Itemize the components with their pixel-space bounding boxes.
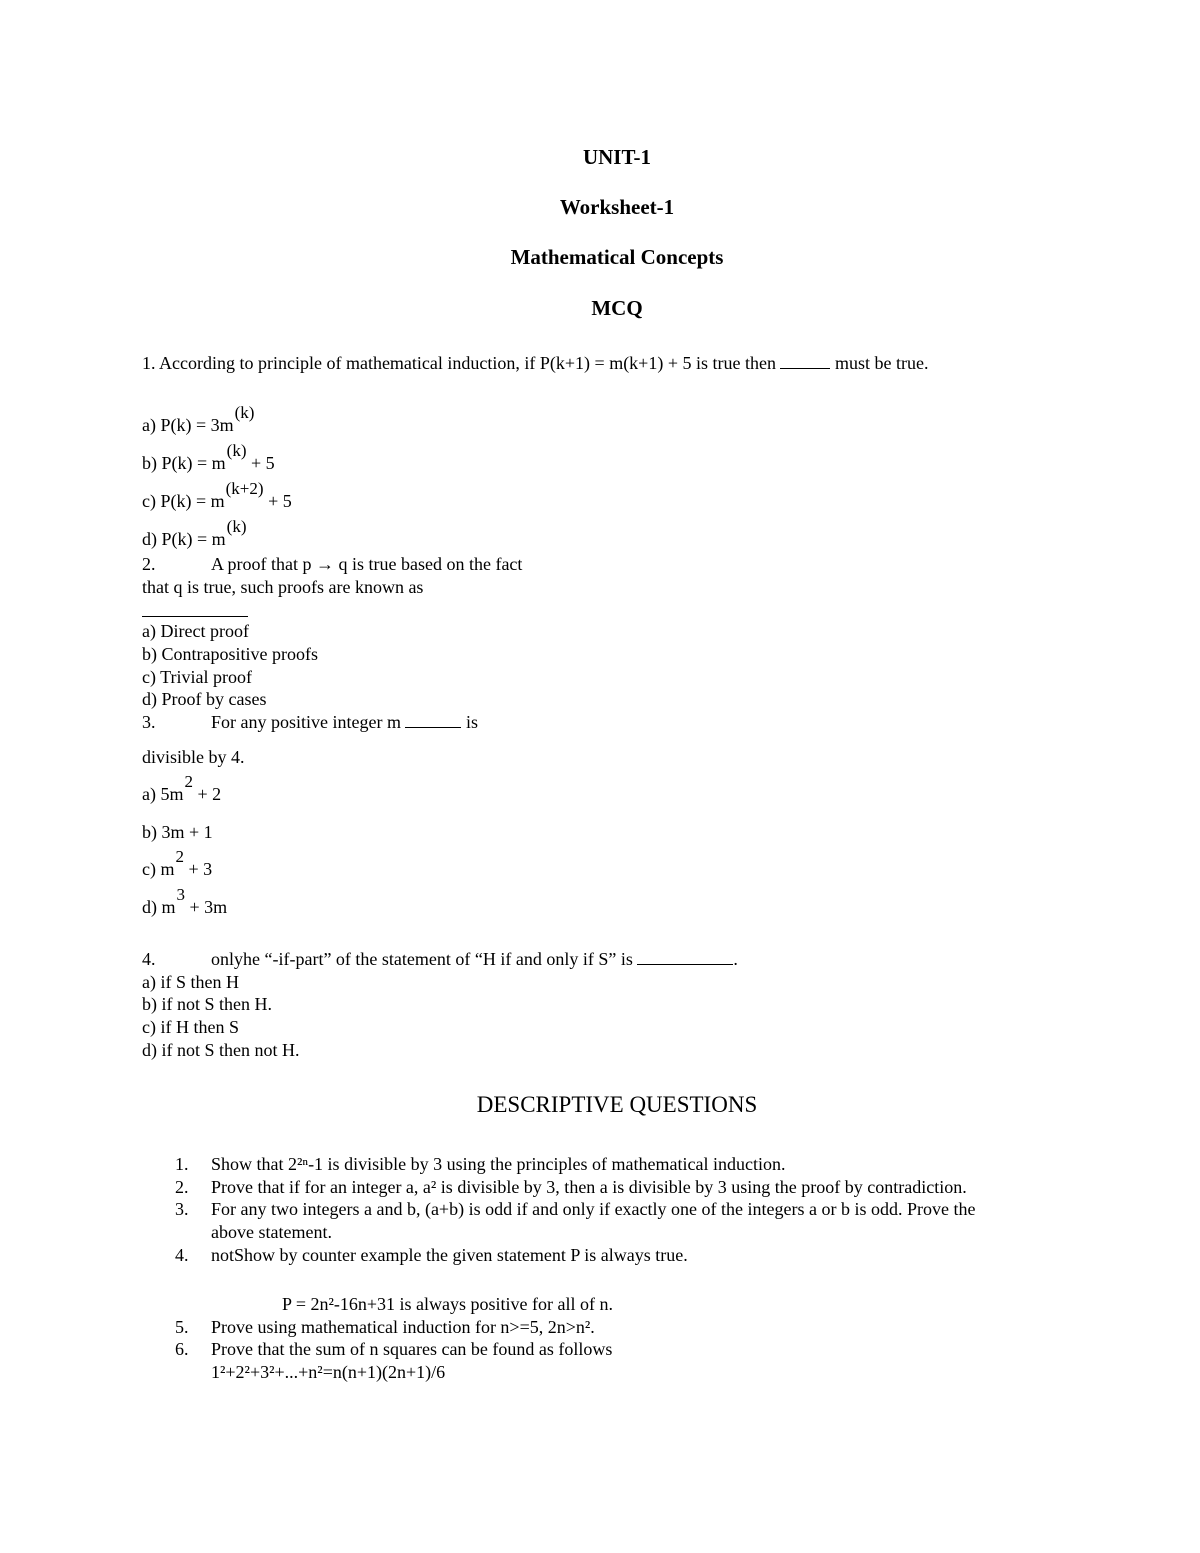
q1-text-before: 1. According to principle of mathematical induction, if P(k+1) = m(k+1) + 5 is true then [142, 353, 776, 373]
desc-3-text-cont: above statement. [211, 1222, 332, 1242]
desc-5-number: 5. [175, 1317, 189, 1337]
q1-text-after: must be true. [834, 353, 929, 373]
q1-b-tail: + 5 [246, 453, 275, 473]
desc-3-number: 3. [175, 1199, 189, 1219]
worksheet-title: Worksheet-1 [559, 195, 675, 219]
desc-6-number: 6. [175, 1339, 189, 1359]
q3-option-a [142, 772, 222, 805]
q3-d-sup: 3 [176, 885, 185, 904]
unit-title: UNIT-1 [582, 145, 652, 169]
subject-title: Mathematical Concepts [510, 245, 724, 269]
desc-5-text: Prove using mathematical induction for n>=5, 2n>n². [211, 1317, 595, 1337]
q3-number: 3. [142, 712, 156, 732]
desc-6-text-cont: 1²+2²+3²+...+n²=n(n+1)(2n+1)/6 [211, 1362, 446, 1382]
q1-b-sup: (k) [226, 441, 247, 460]
q3-option-c [142, 847, 213, 880]
q3-a-sup: 2 [184, 772, 193, 791]
q3-line2: divisible by 4. [142, 747, 245, 767]
q2-line1: A proof that p → q is true based on the fact [211, 554, 523, 574]
q3-option-b [142, 822, 213, 843]
q1-blank [780, 356, 830, 369]
q1-a-base: a) P(k) = 3m [142, 415, 234, 435]
q1-d-base: d) P(k) = m [142, 529, 226, 549]
q3-c-tail: + 3 [183, 859, 213, 879]
desc-2-number: 2. [175, 1177, 189, 1197]
q1-b-base: b) P(k) = m [142, 453, 226, 473]
q2-number: 2. [142, 554, 156, 574]
q1-option-d [142, 517, 247, 550]
q1-option-a [142, 403, 255, 436]
q3-d-tail: + 3m [185, 897, 228, 917]
q1-option-c [142, 479, 292, 512]
q3-line1-before: For any positive integer m [211, 712, 401, 732]
q3-blank [405, 715, 461, 728]
desc-formula: P = 2n²-16n+31 is always positive for all of n. [282, 1294, 613, 1314]
desc-3-text: For any two integers a and b, (a+b) is odd if and only if exactly one of the integers a or b is odd. Prove the [211, 1199, 976, 1219]
q4-option-d: d) if not S then not H. [142, 1040, 300, 1060]
q4-text-before: onlyhe “-if-part” of the statement of “H if and only if S” is [211, 949, 633, 969]
q3-option-d [142, 885, 228, 918]
q4-option-a: a) if S then H [142, 972, 239, 992]
q2-line2: that q is true, such proofs are known as [142, 577, 424, 597]
desc-1-number: 1. [175, 1154, 189, 1174]
descriptive-heading: DESCRIPTIVE QUESTIONS [476, 1092, 758, 1117]
q1-a-sup: (k) [234, 403, 255, 422]
q2-blank [142, 604, 248, 617]
q2-option-a: a) Direct proof [142, 621, 249, 641]
q4-line [211, 949, 738, 970]
q3-a-tail: + 2 [192, 784, 222, 804]
q2-option-b: b) Contrapositive proofs [142, 644, 318, 664]
mcq-q1-question [142, 353, 928, 374]
q3-line1 [211, 712, 478, 733]
q2-option-c: c) Trivial proof [142, 667, 252, 687]
q4-option-c: c) if H then S [142, 1017, 239, 1037]
q3-d-base: d) m [142, 897, 176, 917]
q4-number: 4. [142, 949, 156, 969]
desc-6-text: Prove that the sum of n squares can be found as follows [211, 1339, 613, 1359]
q3-b-base: b) 3m + 1 [142, 822, 213, 842]
q1-option-b [142, 441, 275, 474]
q3-c-sup: 2 [175, 847, 184, 866]
q2-option-d: d) Proof by cases [142, 689, 267, 709]
q1-c-base: c) P(k) = m [142, 491, 225, 511]
q1-c-tail: + 5 [263, 491, 292, 511]
desc-4-text: notShow by counter example the given statement P is always true. [211, 1245, 688, 1265]
q3-a-base: a) 5m [142, 784, 184, 804]
q4-text-after: . [733, 949, 738, 969]
q4-option-b: b) if not S then H. [142, 994, 272, 1014]
q4-blank [637, 952, 733, 965]
section-title: MCQ [591, 296, 643, 320]
q3-line1-after: is [465, 712, 478, 732]
q1-d-sup: (k) [226, 517, 247, 536]
desc-2-text: Prove that if for an integer a, a² is divisible by 3, then a is divisible by 3 using the proof by contradiction. [211, 1177, 967, 1197]
q3-c-base: c) m [142, 859, 175, 879]
q1-c-sup: (k+2) [225, 479, 264, 498]
desc-1-text: Show that 2²ⁿ-1 is divisible by 3 using the principles of mathematical induction. [211, 1154, 786, 1174]
desc-4-number: 4. [175, 1245, 189, 1265]
